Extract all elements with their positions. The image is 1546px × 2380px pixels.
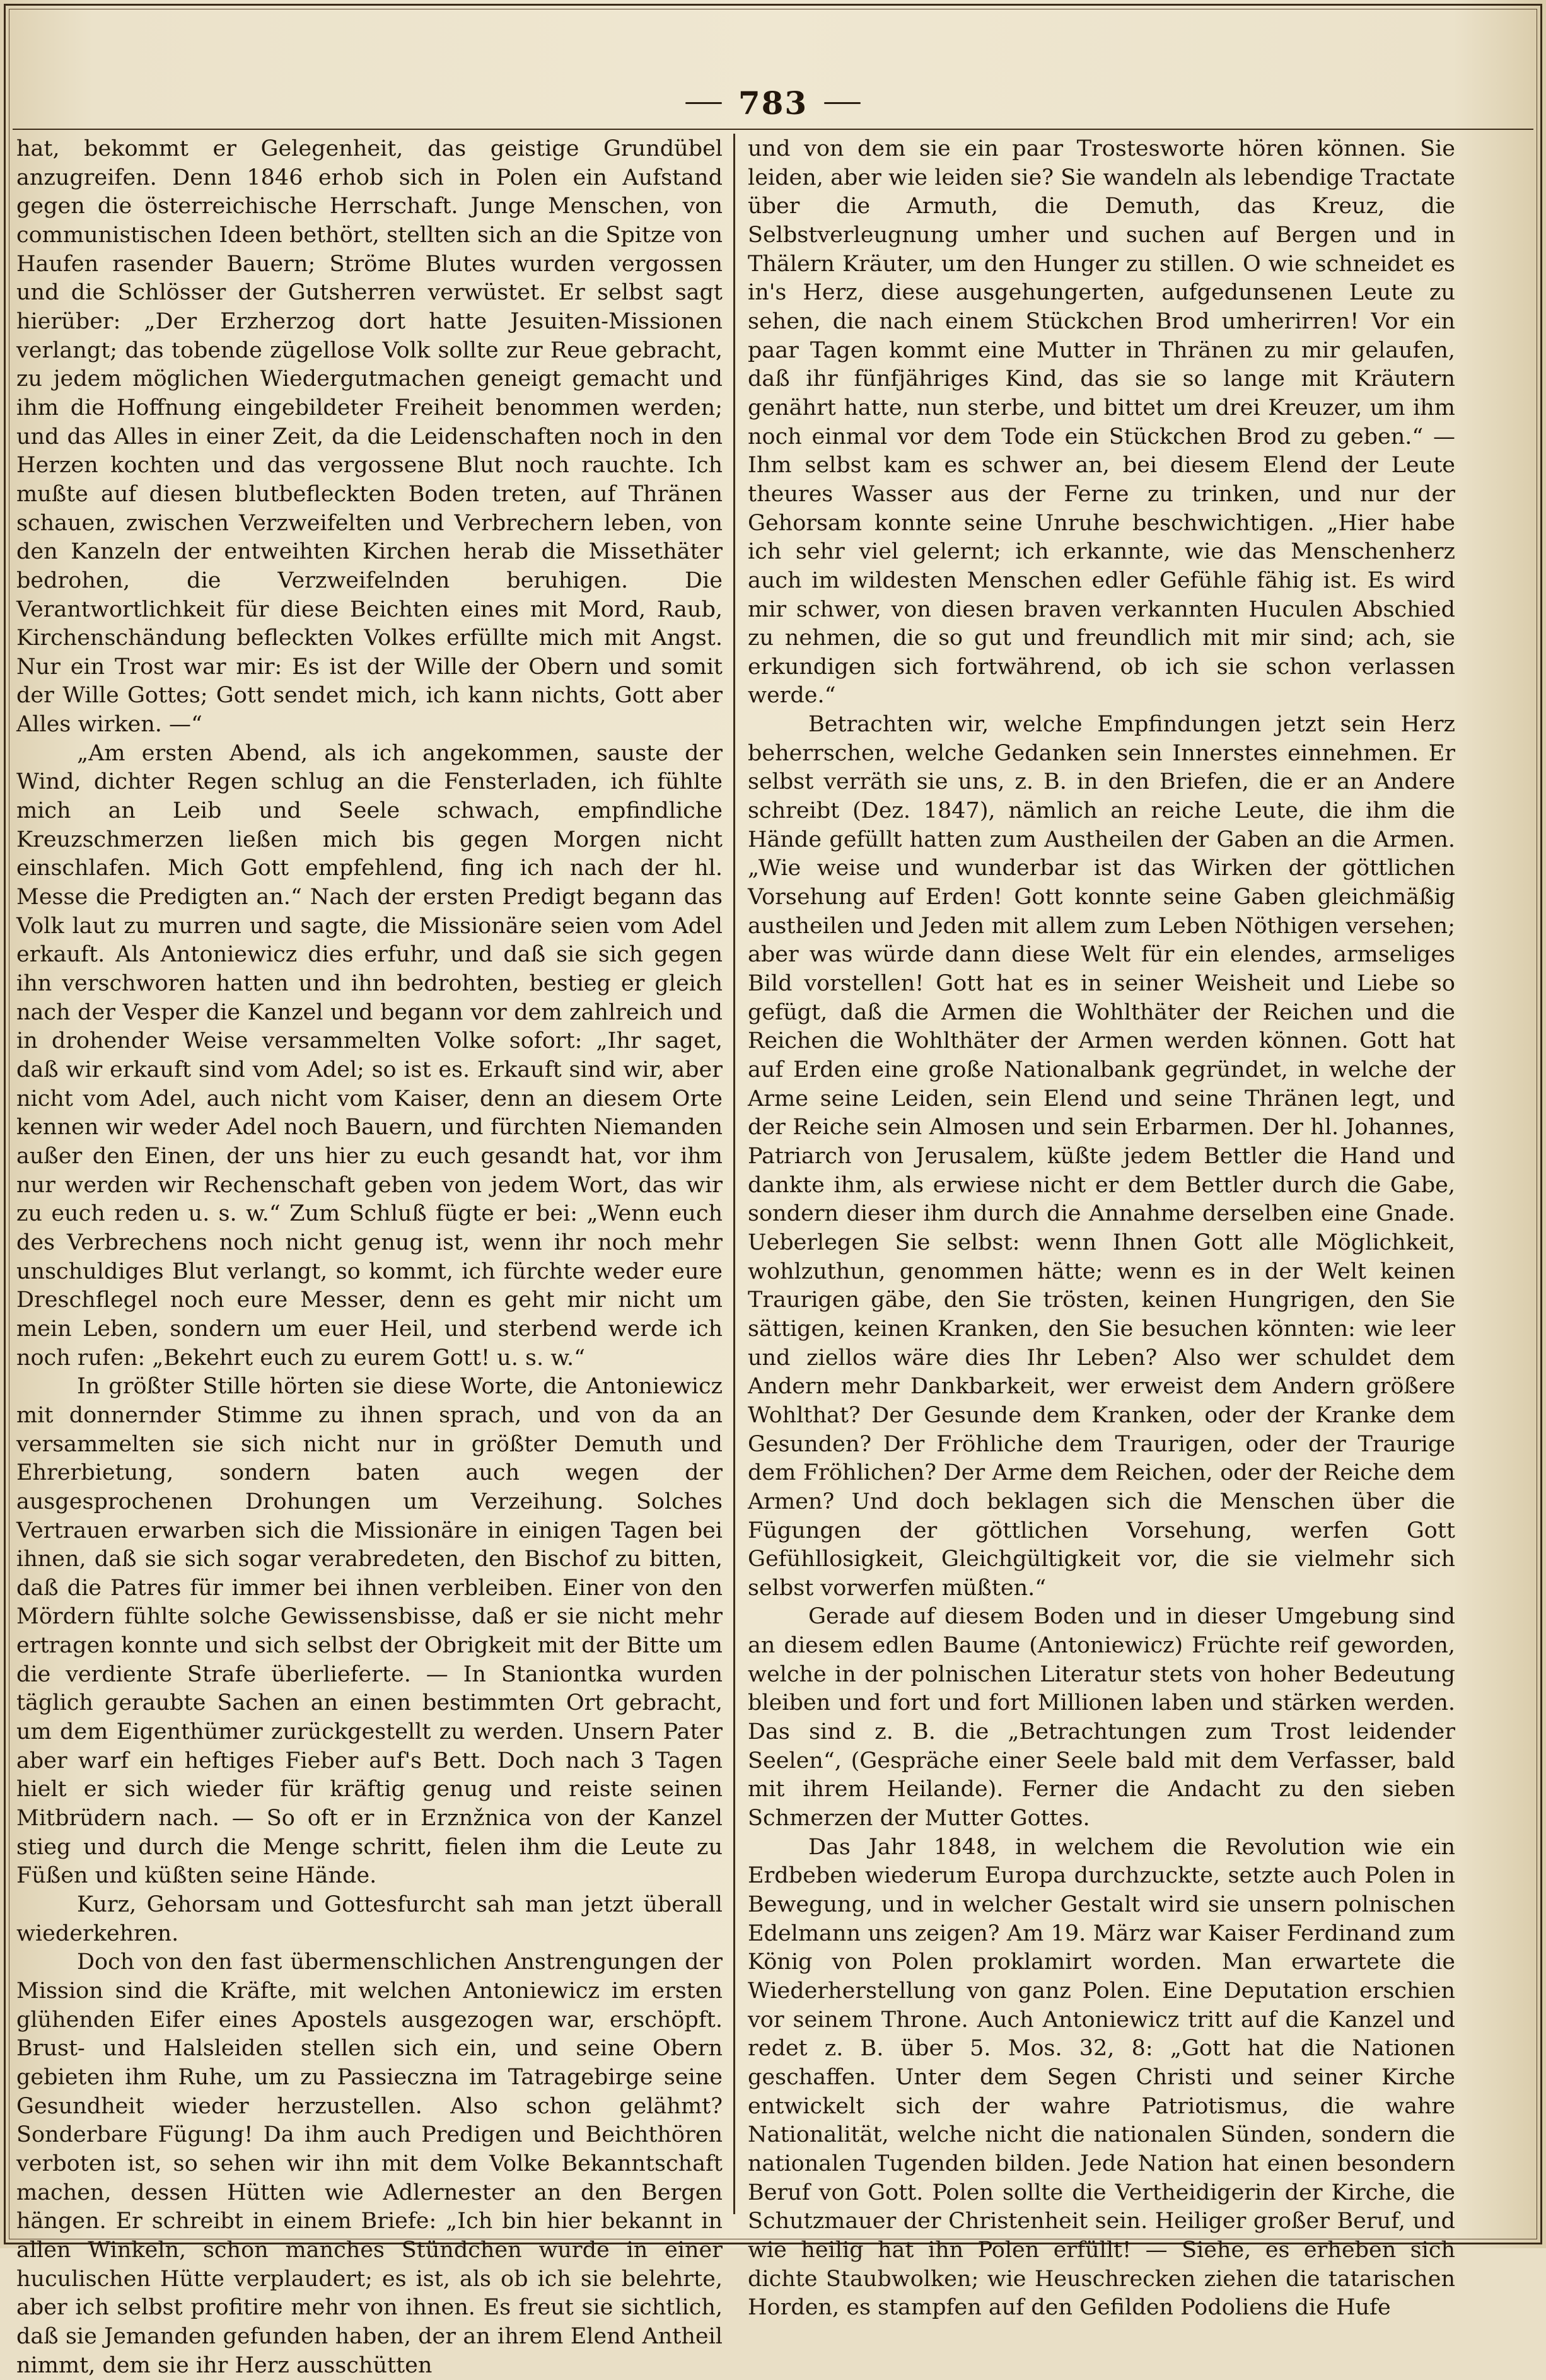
left-column: [16, 135, 723, 2378]
column-divider: [733, 134, 735, 2214]
right-column: [748, 135, 1455, 2321]
paragraph: In größter Stille hörten sie diese Worte, die Antoniewicz mit donnernder Stimme zu ihnen sprach, und von da an versammelten sie sich nicht nur in größter Demuth und Ehrerbietung, sondern baten auch wegen der ausgesprochenen Drohungen um Verzeihung. Solches Vertrauen erwarben sich die Missionäre in einigen Tagen bei ihnen, daß sie sich sogar verabredeten, den Bischof zu bitten, daß die Patres für immer bei ihnen verbleiben. Einer von den Mördern fühlte solche Gewissensbisse, daß er sie nicht mehr ertragen konnte und sich selbst der Obrigkeit mit der Bitte um die verdiente Strafe überlieferte. — In Staniontka wurden täglich geraubte Sachen an einen bestimmten Ort gebracht, um dem Eigenthümer zurückgestellt zu werden. Unsern Pater aber warf ein heftiges Fieber auf's Bett. Doch nach 3 Tagen hielt er sich wieder für kräftig genug und reiste seinen Mitbrüdern nach. — So oft er in Erznžnica von der Kanzel stieg und durch die Menge schritt, fielen ihm die Leute zu Füßen und küßten seine Hände.: [16, 1374, 723, 1889]
paragraph: hat, bekommt er Gelegenheit, das geistige Grundübel anzugreifen. Denn 1846 erhob sich in Polen ein Aufstand gegen die österreichische Herrschaft. Junge Menschen, von communistischen Ideen bethört, stellten sich an die Spitze von Haufen rasender Bauern; Ströme Blutes wurden vergossen und die Schlösser der Gutsherren verwüstet. Er selbst sagt hierüber: „Der Erzherzog dort hatte Jesuiten-Missionen verlangt; das tobende zügellose Volk sollte zur Reue gebracht, zu jedem möglichen Wiedergutmachen geneigt gemacht und ihm die Hoffnung eingebildeter Freiheit benommen werden; und das Alles in einer Zeit, da die Leidenschaften noch in den Herzen kochten und das vergossene Blut noch rauchte. Ich mußte auf diesen blutbefleckten Boden treten, auf Thränen schauen, zwischen Verzweifelten und Verbrechern leben, von den Kanzeln der entweihten Kirchen herab die Missethäter bedrohen, die Verzweifelnden beruhigen. Die Verantwortlichkeit für diese Beichten eines mit Mord, Raub, Kirchenschändung befleckten Volkes erfüllte mich mit Angst. Nur ein Trost war mir: Es ist der Wille der Obern und somit der Wille Gottes; Gott sendet mich, ich kann nichts, Gott aber Alles wirken. —“: [16, 136, 723, 738]
paragraph: Das Jahr 1848, in welchem die Revolution wie ein Erdbeben wiederum Europa durchzuckte, setzte auch Polen in Bewegung, und in welcher Gestalt wird sie unsern polnischen Edelmann uns zeigen? Am 19. März war Kaiser Ferdinand zum König von Polen proklamirt worden. Man erwartete die Wiederherstellung von ganz Polen. Eine Deputation erschien vor seinem Throne. Auch Antoniewicz tritt auf die Kanzel und redet z. B. über 5. Mos. 32, 8: „Gott hat die Nationen geschaffen. Unter dem Segen Christi und seiner Kirche entwickelt sich der wahre Patriotismus, die wahre Nationalität, welche nicht die nationalen Sünden, sondern die nationalen Tugenden bilden. Jede Nation hat einen besondern Beruf von Gott. Polen sollte die Vertheidigerin der Kirche, die Schutzmauer der Christenheit sein. Heiliger großer Beruf, und wie heilig hat ihn Polen erfüllt! — Siehe, es erheben sich dichte Staubwolken; wie Heuschrecken ziehen die tatarischen Horden, es stampfen auf den Gefilden Podoliens die Hufe: [748, 1834, 1455, 2321]
page-number: 783: [738, 84, 808, 122]
header-rule: [13, 129, 1533, 130]
paragraph: Kurz, Gehorsam und Gottesfurcht sah man jetzt überall wiederkehren.: [16, 1892, 723, 1946]
header-dash-right: [824, 102, 861, 104]
paragraph: und von dem sie ein paar Trostesworte hören können. Sie leiden, aber wie leiden sie? Sie wandeln als lebendige Tractate über die Armuth, die Demuth, das Kreuz, die Selbstverleugnung umher und suchen auf Bergen und in Thälern Kräuter, um den Hunger zu stillen. O wie schneidet es in's Herz, diese ausgehungerten, aufgedunsenen Leute zu sehen, die nach einem Stückchen Brod umherirren! Vor ein paar Tagen kommt eine Mutter in Thränen zu mir gelaufen, daß ihr fünfjähriges Kind, das sie so lange mit Kräutern genährt hatte, nun sterbe, und bittet um drei Kreuzer, um ihm noch einmal vor dem Tode ein Stückchen Brod zu geben.“ — Ihm selbst kam es schwer an, bei diesem Elend der Leute theures Wasser aus der Ferne zu trinken, und nur der Gehorsam konnte seine Unruhe beschwichtigen. „Hier habe ich sehr viel gelernt; ich erkannte, wie das Menschenherz auch im wildesten Menschen edler Gefühle fähig ist. Es wird mir schwer, von diesen braven verkannten Huculen Abschied zu nehmen, die so gut und freundlich mit mir sind; ach, sie erkundigen sich fortwährend, ob ich sie schon verlassen werde.“: [748, 136, 1455, 709]
page-header: [0, 74, 1546, 131]
paragraph: Gerade auf diesem Boden und in dieser Umgebung sind an diesem edlen Baume (Antoniewicz) Früchte reif geworden, welche in der polnischen Literatur stets von hoher Bedeutung bleiben und fort und fort Millionen laben und stärken werden. Das sind z. B. die „Betrachtungen zum Trost leidender Seelen“, (Gespräche einer Seele bald mit dem Verfasser, bald mit ihrem Heilande). Ferner die Andacht zu den sieben Schmerzen der Mutter Gottes.: [748, 1604, 1455, 1831]
header-dash-left: [685, 102, 722, 104]
paragraph: Betrachten wir, welche Empfindungen jetzt sein Herz beherrschen, welche Gedanken sein Innerstes einnehmen. Er selbst verräth sie uns, z. B. in den Briefen, die er an Andere schreibt (Dez. 1847), nämlich an reiche Leute, die ihm die Hände gefüllt hatten zum Austheilen der Gaben an die Armen. „Wie weise und wunderbar ist das Wirken der göttlichen Vorsehung auf Erden! Gott konnte seine Gaben gleichmäßig austheilen und Jeden mit allem zum Leben Nöthigen versehen; aber was würde dann diese Welt für ein elendes, armseliges Bild vorstellen! Gott hat es in seiner Weisheit und Liebe so gefügt, daß die Armen die Wohlthäter der Reichen und die Reichen die Wohlthäter der Armen werden können. Gott hat auf Erden eine große Nationalbank gegründet, in welche der Arme seine Leiden, sein Elend und seine Thränen legt, und der Reiche sein Almosen und sein Erbarmen. Der hl. Johannes, Patriarch von Jerusalem, küßte jedem Bettler die Hand und dankte ihm, als erwiese nicht er dem Bettler durch die Gabe, sondern dieser ihm durch die Annahme derselben eine Gnade. Ueberlegen Sie selbst: wenn Ihnen Gott alle Möglichkeit, wohlzuthun, genommen hätte; wenn es in der Welt keinen Traurigen gäbe, den Sie trösten, keinen Hungrigen, den Sie sättigen, keinen Kranken, den Sie besuchen könnten: wie leer und ziellos wäre dies Ihr Leben? Also wer schuldet dem Andern mehr Dankbarkeit, wer erweist dem Andern größere Wohlthat? Der Gesunde dem Kranken, oder der Kranke dem Gesunden? Der Fröhliche dem Traurigen, oder der Traurige dem Fröhlichen? Der Arme dem Reichen, oder der Reiche dem Armen? Und doch beklagen sich die Menschen über die Fügungen der göttlichen Vorsehung, werfen Gott Gefühllosigkeit, Gleichgültigkeit vor, die sie vielmehr sich selbst vorwerfen müßten.“: [748, 712, 1455, 1601]
paragraph: „Am ersten Abend, als ich angekommen, sauste der Wind, dichter Regen schlug an die Fensterladen, ich fühlte mich an Leib und Seele schwach, empfindliche Kreuzschmerzen ließen mich bis gegen Morgen nicht einschlafen. Mich Gott empfehlend, fing ich nach der hl. Messe die Predigten an.“ Nach der ersten Predigt begann das Volk laut zu murren und sagte, die Missionäre seien vom Adel erkauft. Als Antoniewicz dies erfuhr, und daß sie sich gegen ihn verschworen hatten und ihn bedrohten, bestieg er gleich nach der Vesper die Kanzel und begann vor dem zahlreich und in drohender Weise versammelten Volke sofort: „Ihr saget, daß wir erkauft sind vom Adel; so ist es. Erkauft sind wir, aber nicht vom Adel, auch nicht vom Kaiser, denn an diesem Orte kennen wir weder Adel noch Bauern, und fürchten Niemanden außer den Einen, der uns hier zu euch gesandt hat, vor ihm nur werden wir Rechenschaft geben von jedem Wort, das wir zu euch reden u. s. w.“ Zum Schluß fügte er bei: „Wenn euch des Verbrechens noch nicht genug ist, wenn ihr noch mehr unschuldiges Blut verlangt, so kommt, ich fürchte weder eure Dreschflegel noch eure Messer, denn es geht mir nicht um mein Leben, sondern um euer Heil, und sterbend werde ich noch rufen: „Bekehrt euch zu eurem Gott! u. s. w.“: [16, 740, 723, 1371]
paragraph: Doch von den fast übermenschlichen Anstrengungen der Mission sind die Kräfte, mit welchen Antoniewicz im ersten glühenden Eifer eines Apostels ausgezogen war, erschöpft. Brust- und Halsleiden stellen sich ein, und seine Obern gebieten ihm Ruhe, um zu Passieczna im Tatragebirge seine Gesundheit wieder herzustellen. Also schon gelähmt? Sonderbare Fügung! Da ihm auch Predigen und Beichthören verboten ist, so sehen wir ihn mit dem Volke Bekanntschaft machen, dessen Hütten wie Adlernester an den Bergen hängen. Er schreibt in einem Briefe: „Ich bin hier bekannt in allen Winkeln, schon manches Stündchen wurde in einer huculischen Hütte verplaudert; es ist, als ob ich sie belehrte, aber ich selbst profitire mehr von ihnen. Es freut sie sichtlich, daß sie Jemanden gefunden haben, der an ihrem Elend Antheil nimmt, dem sie ihr Herz ausschütten: [16, 1949, 723, 2378]
